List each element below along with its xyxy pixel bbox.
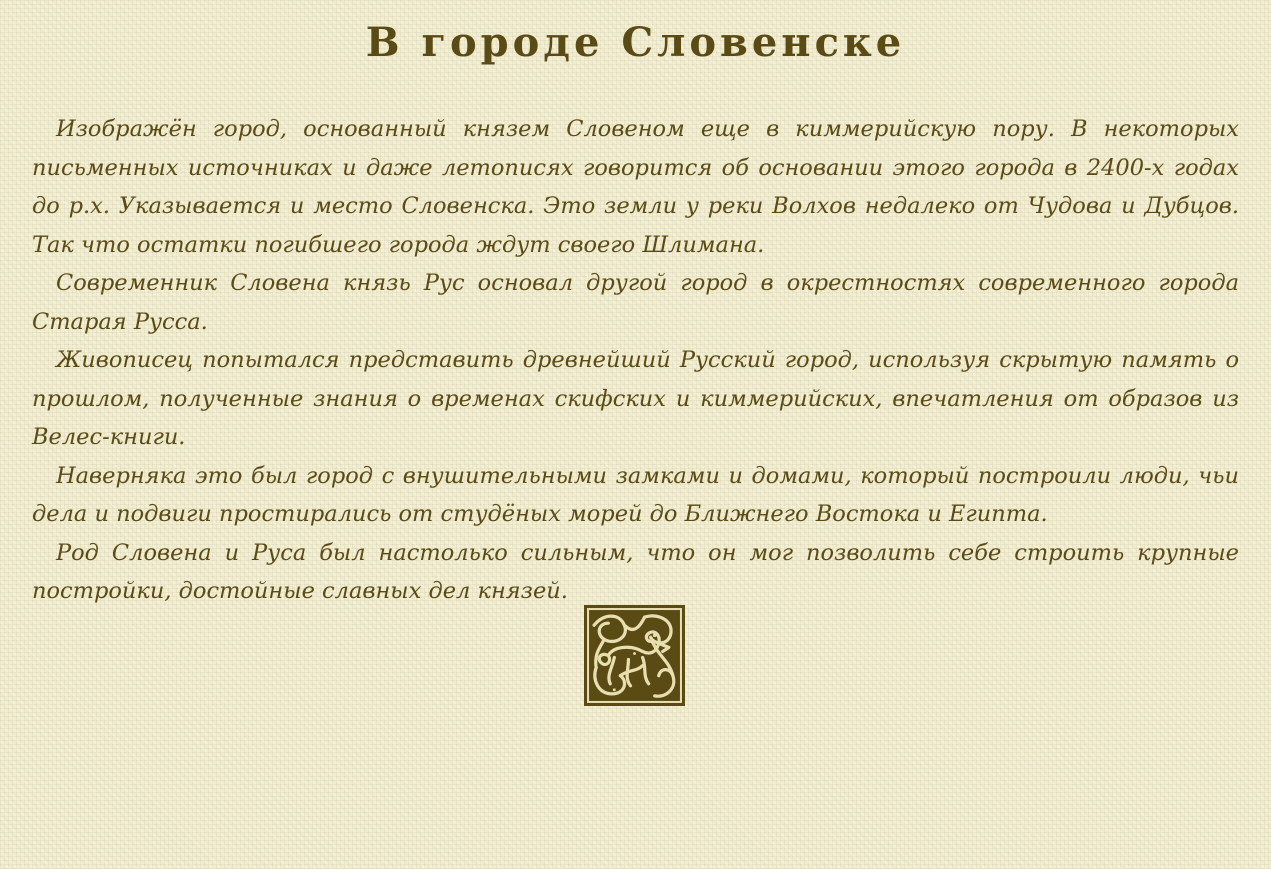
- page-title: В городе Словенске: [365, 19, 906, 66]
- article-body: [32, 110, 1239, 611]
- paragraph: Живописец попытался представить древнейший Русский город, используя скрытую память о прошлом, полученные знания о временах скифских и киммерийских, впечатления от образов из Велес-книги.: [32, 347, 1239, 450]
- paragraph: Современник Словена князь Рус основал другой город в окрестностях современного города Старая Русса.: [32, 270, 1239, 335]
- paragraph: Изображён город, основанный князем Словеном еще в киммерийскую пору. В некоторых письменных источниках и даже летописях говорится об основании этого города в 2400-х годах до р.х. Указывается и место Словенска. Это земли у реки Волхов недалеко от Чудова и Дубцов. Так что остатки погибшего города ждут своего Шлимана.: [32, 116, 1239, 258]
- paragraph: Наверняка это был город с внушительными замками и домами, который построили люди, чьи дела и подвиги простирались от студёных морей до Ближнего Востока и Египта.: [32, 462, 1239, 527]
- paragraph: Род Словена и Руса был настолько сильным, что он мог позволить себе строить крупные постройки, достойные славных дел князей.: [32, 539, 1239, 604]
- celtic-knot-beast-icon: [584, 605, 685, 706]
